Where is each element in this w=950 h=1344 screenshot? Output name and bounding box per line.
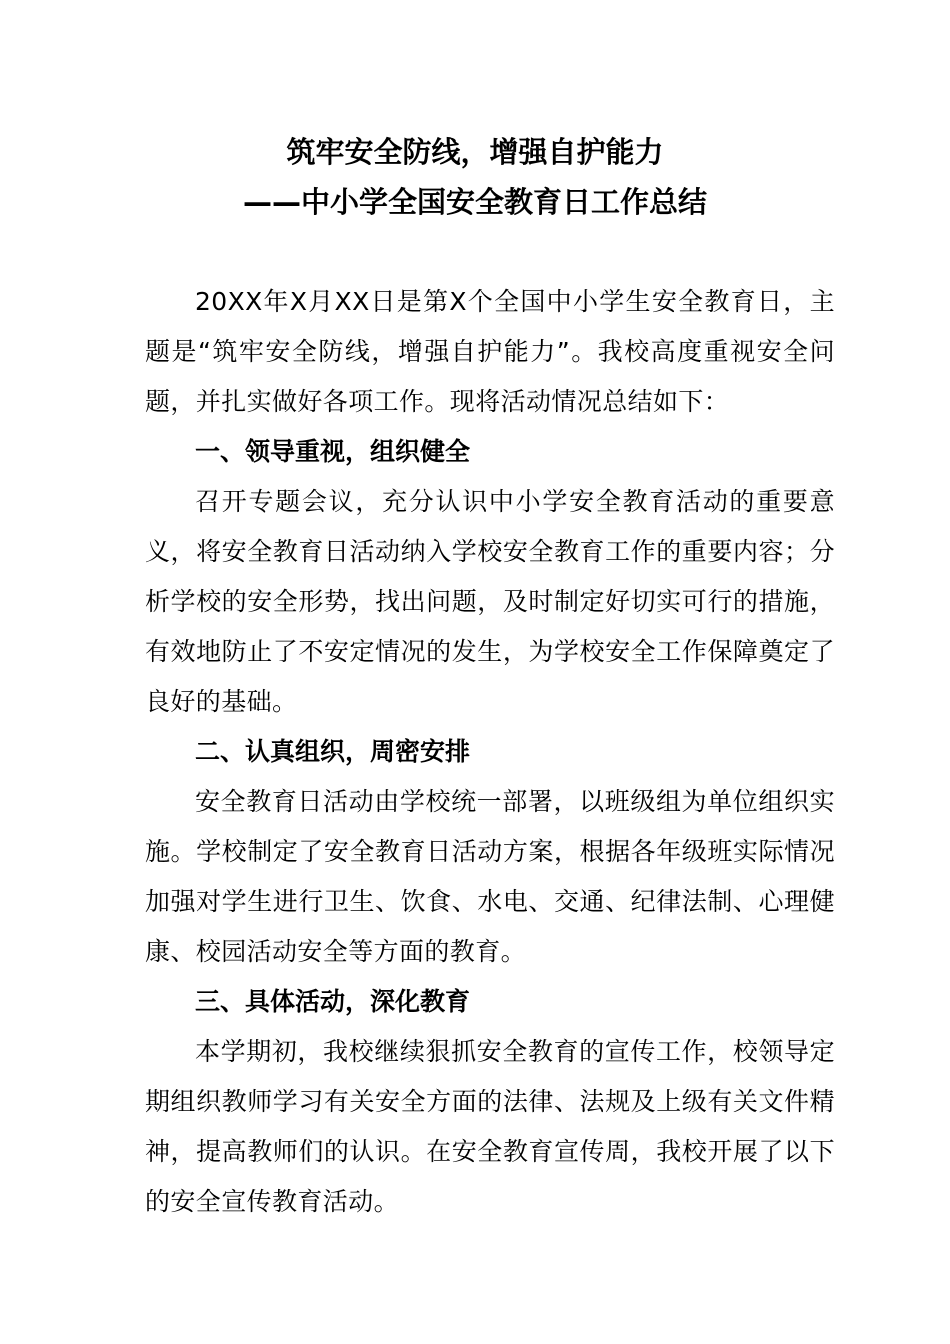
document-body: [145, 277, 835, 1227]
section-paragraph-3: 本学期初，我校继续狠抓安全教育的宣传工作，校领导定期组织教师学习有关安全方面的法律、法规及上级有关文件精神，提高教师们的认识。在安全教育宣传周，我校开展了以下的安全宣传教育活动。: [145, 1037, 835, 1216]
section-heading-1: 一、领导重视，组织健全: [195, 437, 471, 466]
section-paragraph-1: 召开专题会议，充分认识中小学安全教育活动的重要意义，将安全教育日活动纳入学校安全教育工作的重要内容；分析学校的安全形势，找出问题，及时制定好切实可行的措施，有效地防止了不安定情况的发生，为学校安全工作保障奠定了良好的基础。: [145, 487, 835, 716]
section-heading-2: 二、认真组织，周密安排: [195, 737, 471, 766]
document-subtitle: ——中小学全国安全教育日工作总结: [242, 185, 707, 219]
document-title: 筑牢安全防线，增强自护能力: [286, 135, 664, 169]
intro-paragraph: 20XX年X月XX日是第X个全国中小学生安全教育日，主题是“筑牢安全防线，增强自护能力”。我校高度重视安全问题，并扎实做好各项工作。现将活动情况总结如下：: [145, 287, 835, 416]
section-paragraph-2: 安全教育日活动由学校统一部署，以班级组为单位组织实施。学校制定了安全教育日活动方案，根据各年级班实际情况加强对学生进行卫生、饮食、水电、交通、纪律法制、心理健康、校园活动安全等方面的教育。: [145, 787, 835, 966]
section-heading-3: 三、具体活动，深化教育: [195, 987, 471, 1016]
